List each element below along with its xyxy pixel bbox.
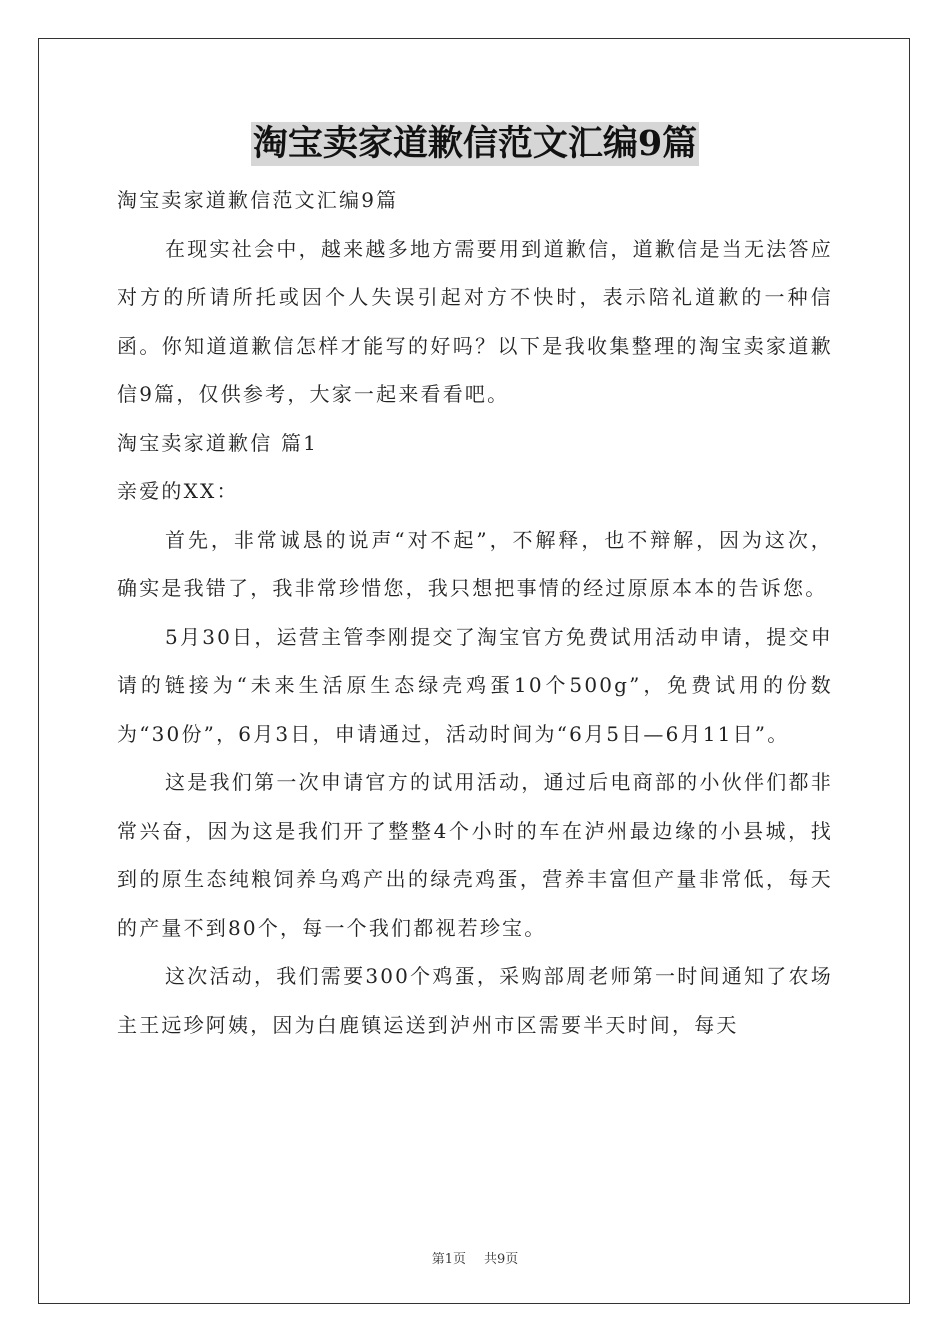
page-footer <box>0 1248 950 1267</box>
paragraph: 首先，非常诚恳的说声“对不起”，不解释，也不辩解，因为这次，确实是我错了，我非常珍惜您，我只想把事情的经过原原本本的告诉您。 <box>117 527 833 600</box>
paragraph: 5月30日，运营主管李刚提交了淘宝官方免费试用活动申请，提交申请的链接为“未来生活原生态绿壳鸡蛋10个500g”，免费试用的份数为“30份”，6月3日，申请通过，活动时间为“6月5日—6月11日”。 <box>117 624 833 746</box>
paragraph: 在现实社会中，越来越多地方需要用到道歉信，道歉信是当无法答应对方的所请所托或因个人失误引起对方不快时，表示陪礼道歉的一种信函。你知道道歉信怎样才能写的好吗？以下是我收集整理的淘宝卖家道歉信9篇，仅供参考，大家一起来看看吧。 <box>117 236 833 406</box>
document-body <box>117 176 833 1049</box>
paragraph: 这次活动，我们需要300个鸡蛋，采购部周老师第一时间通知了农场主王远珍阿姨，因为白鹿镇运送到泸州市区需要半天时间，每天 <box>117 964 833 1037</box>
section-heading: 淘宝卖家道歉信 篇1 <box>117 430 319 455</box>
page-total: 共9页 <box>484 1252 519 1267</box>
paragraph: 这是我们第一次申请官方的试用活动，通过后电商部的小伙伴们都非常兴奋，因为这是我们开了整整4个小时的车在泸州最边缘的小县城，找到的原生态纯粮饲养乌鸡产出的绿壳鸡蛋，营养丰富但产量非常低，每天的产量不到80个，每一个我们都视若珍宝。 <box>117 770 833 940</box>
salutation: 亲爱的XX： <box>117 479 239 503</box>
page-number: 第1页 <box>431 1252 466 1267</box>
title-container <box>0 122 950 166</box>
paragraph: 淘宝卖家道歉信范文汇编9篇 <box>117 188 399 212</box>
document-title: 淘宝卖家道歉信范文汇编9篇 <box>252 123 698 164</box>
